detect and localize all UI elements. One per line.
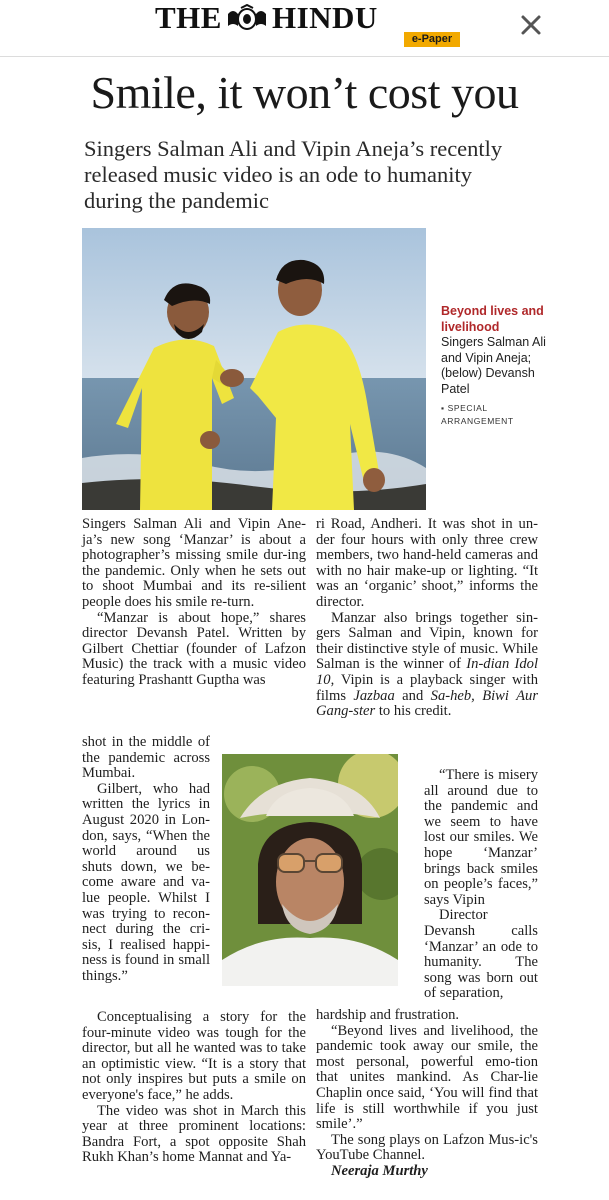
- body-column-2: [316, 517, 538, 720]
- body-column-1: [82, 517, 306, 689]
- text-run: , Vipin is a playback singer with films: [316, 671, 538, 704]
- text-run: to his credit.: [375, 703, 452, 720]
- paragraph: “Manzar is about hope,” shares director Devansh Patel. Written by Gilbert Chettiar (founder of Lafzon Music) the track with a music video featuring Prashantt Guptha was: [82, 609, 306, 688]
- paragraph: Singers Salman Ali and Vipin Ane-ja’s new song ‘Manzar’ is about a photographer’s missing smile dur-ing the pandemic. Only when he sets out to shoot Mumbai and its re-silient people does his smile re-turn.: [82, 516, 306, 610]
- text-run: Manzar also brings together sin-gers Salman and Vipin, known for their distinctive style of music. While Salman is the winner of: [316, 609, 538, 673]
- paragraph: [316, 611, 538, 720]
- text-run-italic: Jazbaa: [353, 687, 395, 704]
- paragraph: shot in the middle of the pandemic across Mumbai.: [82, 734, 210, 782]
- paragraph: “There is misery all around due to the pandemic and we seem to have lost our smiles. We hope ‘Manzar’ brings back smiles on people’s faces,” says Vipin: [424, 767, 538, 908]
- paragraph: Gilbert, who had written the lyrics in August 2020 in Lon-don, says, “When the world around us shuts down, we be-come aware and va-lue people. Whilst I was trying to recon-nect during the cri-sis, I realised happi-ness is found in small things.”: [82, 780, 210, 984]
- byline: Neeraja Murthy: [331, 1162, 428, 1179]
- crest-emblem-icon: [224, 4, 270, 32]
- paragraph: Director Devansh calls ‘Manzar’ an ode to humanity. The song was born out of separation,: [424, 907, 538, 1002]
- body-column-2-wrap: [424, 768, 538, 1002]
- text-run-italic: In-dian Idol 10: [316, 656, 539, 688]
- caption-text: Singers Salman Ali and Vipin Aneja; (below) Devansh Patel: [441, 335, 546, 396]
- caption-title: Beyond lives and livelihood: [441, 304, 544, 334]
- article-deck: Singers Salman Ali and Vipin Aneja’s recently released music video is an ode to humanity during the pandemic: [84, 136, 503, 213]
- close-button[interactable]: [516, 10, 546, 40]
- epaper-badge: e-Paper: [404, 32, 460, 47]
- photo-credit: ▪ SPECIAL ARRANGEMENT: [441, 403, 514, 426]
- newspaper-logo: [155, 0, 378, 34]
- paragraph: The video was shot in March this year at three prominent locations: Bandra Fort, a spot opposite Shah Rukh Khan’s home Mannat and Ya-: [82, 1102, 306, 1166]
- logo-hindu: HINDU: [271, 0, 378, 35]
- masthead: [0, 0, 609, 57]
- text-run: and: [394, 687, 431, 704]
- body-column-1-wrap: [82, 735, 210, 985]
- paragraph: “Beyond lives and livelihood, the pandemic took away our smile, the most personal, powerful emo-tion that unites mankind. As Char-lie Chaplin once said, ‘You will find that life is still worthwhile if you just smile’.”: [316, 1022, 538, 1133]
- inset-photo: [222, 754, 398, 986]
- text-run-italic: Sa-heb, Biwi Aur Gang-ster: [316, 687, 538, 720]
- paragraph: ri Road, Andheri. It was shot in un-der four hours with only three crew members, two hand-held cameras and with no hair make-up or lighting. “It was an ‘organic’ shoot,” informs the director.: [316, 516, 538, 610]
- article-headline: Smile, it won’t cost you: [90, 67, 519, 118]
- close-icon: [516, 10, 546, 40]
- paragraph: Conceptualising a story for the four-minute video was tough for the director, but all he wanted was to take an optimistic view. “It is a story that not only inspires but puts a smile on everyone's face,” he adds.: [82, 1009, 306, 1103]
- body-column-2-lower: [316, 1008, 538, 1180]
- body-column-1-lower: [82, 1010, 306, 1166]
- main-photo: [82, 228, 426, 510]
- paragraph: The song plays on Lafzon Mus-ic's YouTube Channel.: [316, 1131, 538, 1164]
- photo-caption: [441, 304, 561, 428]
- paragraph: hardship and frustration.: [316, 1007, 460, 1023]
- logo-the: THE: [155, 0, 222, 35]
